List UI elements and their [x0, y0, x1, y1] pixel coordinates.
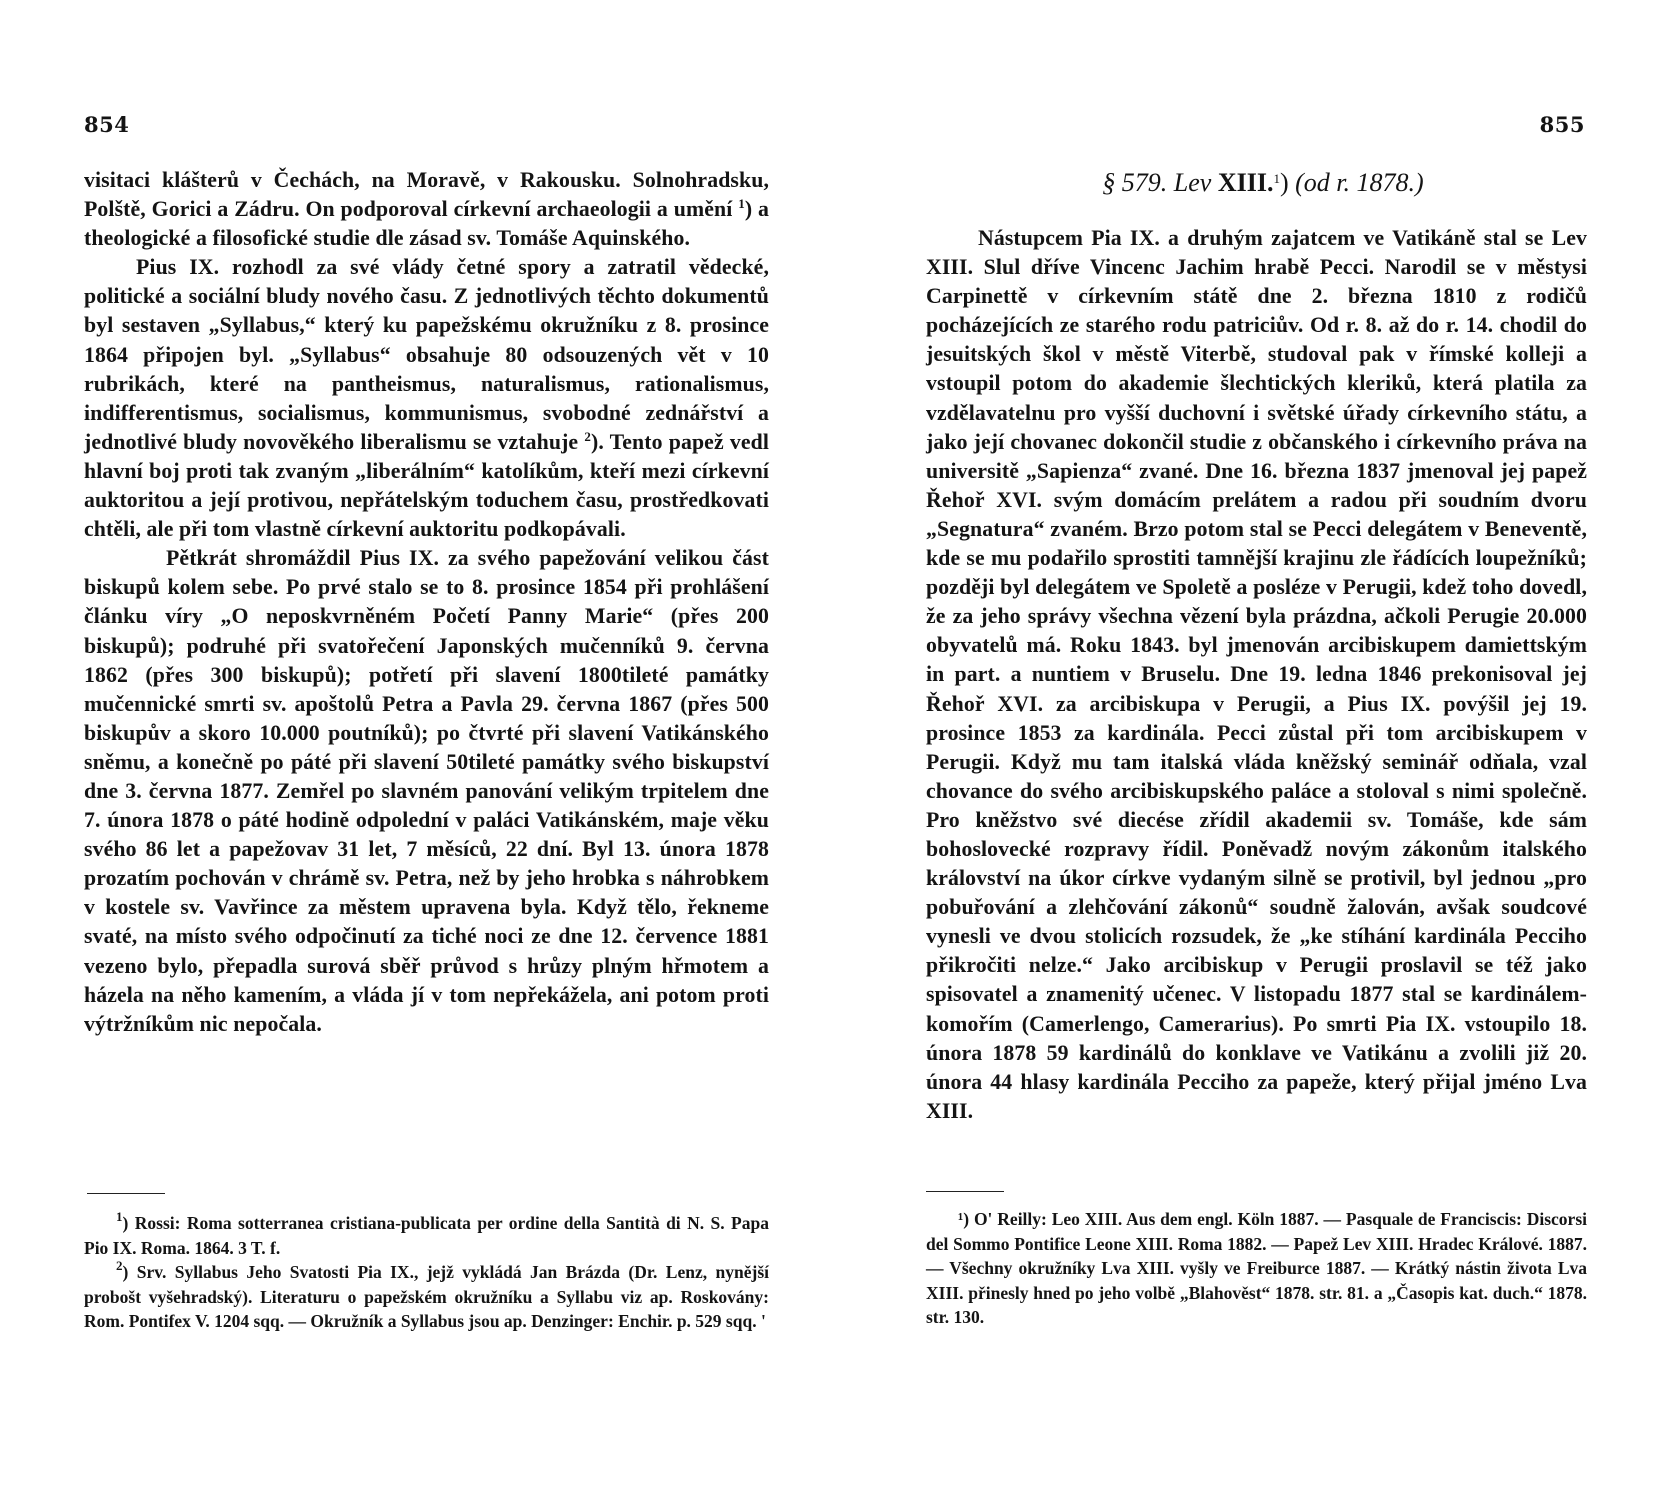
right-footnotes [926, 1207, 1587, 1330]
heading-date-handwritten: (od r. 1878.) [1295, 168, 1424, 197]
footnote-left-2: $^2$) Srv. Syllabus Jeho Svatosti Pia IX., jejž vykládá Jan Brázda (Dr. Lenz, nynější probošt vyšehradský). Literaturu o papežském okružníku a Syllabu viz ap. Roskovány: Rom. Pontifex V. 1204 sqq. — Okružník a Syllabus jsou ap. Denzinger: Enchir. p. 529 sqq. ' [84, 1258, 769, 1332]
heading-footnote-ref: 1 [1273, 171, 1280, 186]
footnote-ref-2: 2 [584, 428, 591, 444]
section-heading: § 579. Lev XIII.$^1$) (od r. 1878.) [1102, 168, 1424, 197]
heading-name-handwritten: Lev [1173, 168, 1212, 197]
footnote-left-1: $^1$) Rossi: Roma sotterranea cristiana-publicata per ordine della Santità di N. S. Papa Pio IX. Roma. 1864. 3 T. f. [84, 1209, 769, 1258]
right-paragraph-1: Nástupcem Pia IX. a druhým zajatcem ve Vatikáně stal se Lev XIII. Slul dříve Vincenc Jachim hrabě Pecci. Narodil se v městysi Carpinettě v církevním státě dne 2. března 1810 z rodičů pocházejících ze starého rodu patriciův. Od r. 8. až do r. 14. chodil do jesuitských škol v městě Viterbě, studoval pak v římské kolleji a vstoupil potom do akademie šlechtických kleriků, která platila za vzdělavatelnu pro vyšší duchovní i světské úřady církevního státu, a jako její chovanec dokončil studie z občanského i církevního práva na universitě „Sapienza“ zvané. Dne 16. března 1837 jmenoval jej papež Řehoř XVI. svým domácím prelátem a radou při soudním dvoru „Segnatura“ zvaném. Brzo potom stal se Pecci delegátem v Beneventě, kde se mu podařilo sprostiti tamnější krajinu zle řádících loupežníků; později byl delegátem ve Spoletě a posléze v Perugii, kdež toho dovedl, že za jeho správy všechna vězení byla prázdna, ačkoli Perugie 20.000 obyvatelů má. Roku 1843. byl jmenován arcibiskupem damiettským in part. a nuntiem v Bruselu. Dne 19. ledna 1846 prekonisoval jej Řehoř XVI. za arcibiskupa v Perugii, a Pius IX. povýšil jej 19. prosince 1853 za kardinála. Pecci zůstal při tom arcibiskupem v Perugii. Když mu tam italská vláda kněžský seminář odňala, vzal chovance do svého arcibiskupského paláce a stoloval s nimi společně. Pro kněžstvo své diecése zřídil akademii sv. Tomáše, kde sám bohoslovecké rozpravy řídil. Poněvadž novým zákonům italského království na úkor církve vydaným silně se protivil, byl jednou „pro pobuřování a zlehčování zákonů“ soudně žalován, avšak soudcové vynesli ve dvou stolicích rozsudek, že „ke stíhání kardinála Pecciho přikročiti nelze.“ Jako arcibiskup v Perugii proslavil se též jako spisovatel a znamenitý učenec. V listopadu 1877 stal se kardinálem-komořím (Camerlengo, Camerarius). Po smrti Pia IX. vstoupilo 18. února 1878 59 kardinálů do konklave ve Vatikánu a zvolili již 20. února 44 hlasy kardinála Pecciho za papeže, který přijal jméno Lva XIII. [926, 226, 1587, 1123]
footnote-ref-1: 1 [738, 196, 745, 212]
left-paragraph-1: visitaci klášterů v Čechách, na Moravě, v Rakousku. Solnohradsku, Polště, Gorici a Zádru. On podporoval církevní archaeologii a umění $^1$) a theologické a filosofické studie dle zásad sv. Tomáše Aquinského. [84, 168, 769, 251]
footnote-right-1: ¹) O' Reilly: Leo XIII. Aus dem engl. Köln 1887. — Pasquale de Franciscis: Discorsi del Sommo Pontifice Leone XIII. Roma 1882. — Papež Lev XIII. Hradec Králové. 1887. — Všechny okružníky Lva XIII. vyšly ve Freiburce 1887. — Krátký nástin života Lva XIII. přinesly hned po jeho volbě „Blahověst“ 1878. str. 81. a „Časopis kat. duch.“ 1878. str. 130. [926, 1209, 1587, 1328]
page-number-left: 854 [84, 112, 130, 137]
footnote-divider-left [87, 1193, 165, 1194]
left-body-text [84, 166, 769, 1039]
right-page [839, 0, 1678, 1500]
left-paragraph-2: Pius IX. rozhodl za své vlády četné spory a zatratil vědecké, politické a sociální bludy nového času. Z jednotlivých těchto dokumentů byl sestaven „Syllabus,“ který ku papežskému okružníku z 8. prosince 1864 připojen byl. „Syllabus“ obsahuje 80 odsouzených vět v 10 rubrikách, které na pantheismus, naturalismus, rationalismus, indifferentismus, socialismus, kommunismus, svobodné zednářství a jednotlivé bludy novověkého liberalismu se vztahuje $^2$). Tento papež vedl hlavní boj proti tak zvaným „liberálním“ katolíkům, kteří mezi církevní auktoritou a její protivou, nepřátelským toduchem času, prostředkovati chtěli, ale při tom vlastně církevní auktoritu podkopávali. [84, 255, 769, 542]
section-number: § 579. [1102, 168, 1168, 197]
page-number-right: 855 [1539, 112, 1585, 137]
footnote-divider-right [926, 1191, 1004, 1192]
heading-pope-numeral: XIII. [1217, 168, 1274, 197]
right-body-text [926, 224, 1587, 1126]
left-paragraph-3: Pětkrát shromáždil Pius IX. za svého papežování velikou část biskupů kolem sebe. Po prvé stalo se to 8. prosince 1854 při prohlášení článku víry „O neposkvrněném Početí Panny Marie“ (přes 200 biskupů); podruhé při svatořečení Japonských mučenníků 9. června 1862 (přes 300 biskupů); potřetí při slavení 1800tileté památky mučennické smrti sv. apoštolů Petra a Pavla 29. června 1867 (přes 500 biskupův a skoro 10.000 poutníků); po čtvrté při slavení Vatikánského sněmu, a konečně po páté při slavení 50tileté památky svého biskupství dne 3. června 1877. Zemřel po slavném panování velikým trpitelem dne 7. února 1878 o páté hodině odpolední v paláci Vatikánském, maje věku svého 86 let a papežovav 31 let, 7 měsíců, 22 dní. Byl 13. února 1878 prozatím pochován v chrámě sv. Petra, než by jeho hrobka s náhrobkem v kostele sv. Vavřince za městem upravena byla. Když tělo, řekneme svaté, na místo svého odpočinutí za tiché noci ze dne 12. července 1881 vezeno bylo, přepadla surová sběř průvod s hrůzy plným hřmotem a házela na něho kamením, a vláda jí v tom nepřekážela, ani potom proti výtržníkům nic nepočala. [84, 546, 769, 1036]
left-footnotes [84, 1211, 769, 1334]
